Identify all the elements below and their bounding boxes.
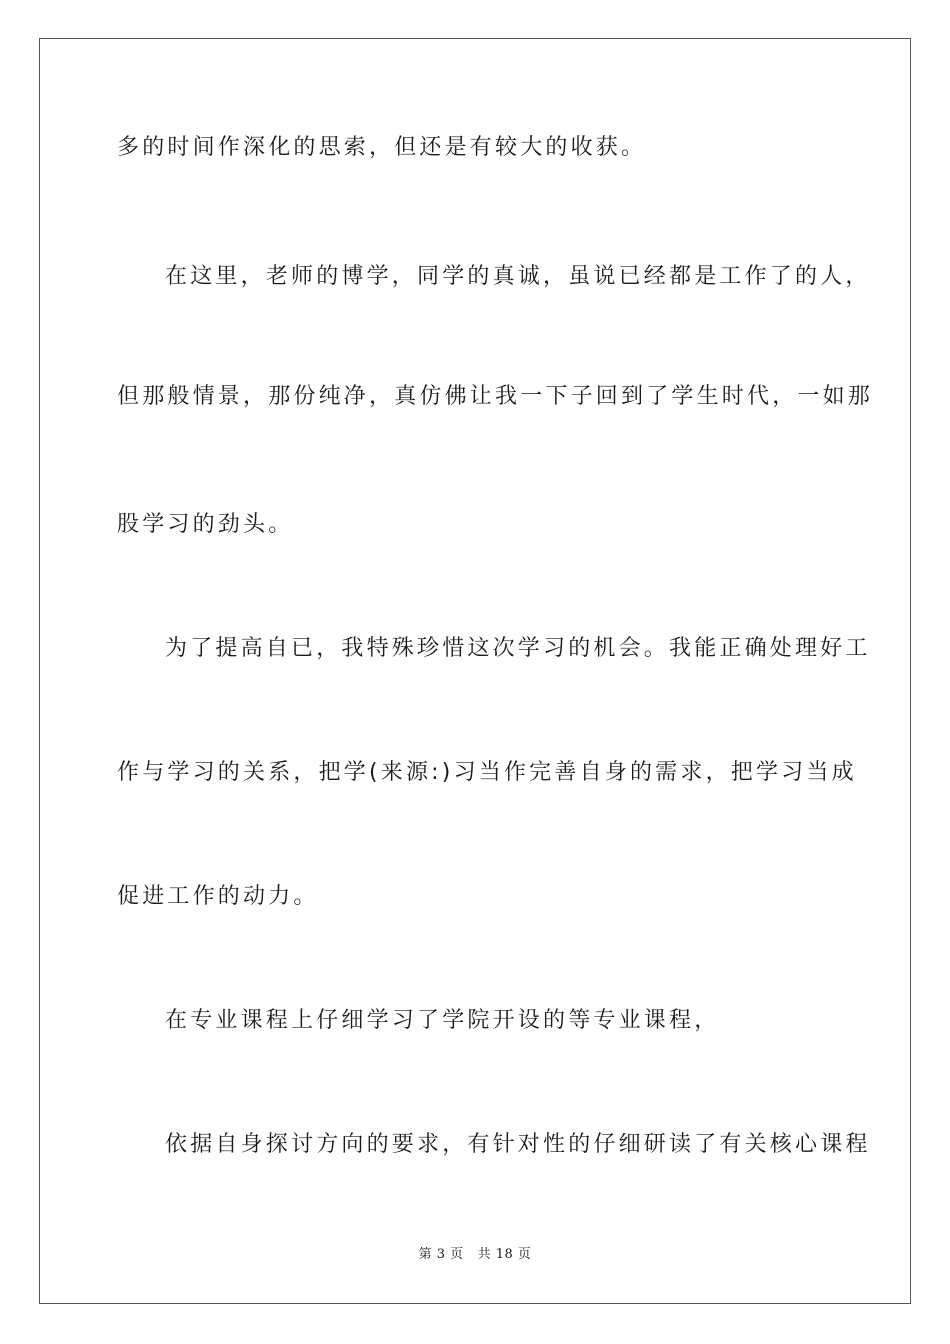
paragraph-line: 但那般情景，那份纯净，真仿佛让我一下子回到了学生时代，一如那	[117, 384, 874, 409]
paragraph-line: 股学习的劲头。	[117, 512, 294, 537]
page-footer	[0, 1246, 950, 1264]
paragraph-line: 促进工作的动力。	[117, 884, 319, 909]
page-border	[39, 38, 911, 1304]
page-number: 第 3 页	[418, 1247, 464, 1262]
paragraph-line: 在这里，老师的博学，同学的真诚，虽说已经都是工作了的人，	[165, 264, 871, 289]
paragraph-line: 作与学习的关系，把学(来源:)习当作完善自身的需求，把学习当成	[117, 760, 857, 785]
paragraph-line: 多的时间作深化的思索，但还是有较大的收获。	[117, 135, 647, 160]
page-total: 共 18 页	[477, 1247, 532, 1262]
paragraph-line: 依据自身探讨方向的要求，有针对性的仔细研读了有关核心课程	[165, 1132, 871, 1157]
paragraph-line: 在专业课程上仔细学习了学院开设的等专业课程，	[165, 1008, 720, 1033]
paragraph-line: 为了提高自已，我特殊珍惜这次学习的机会。我能正确处理好工	[165, 636, 871, 661]
